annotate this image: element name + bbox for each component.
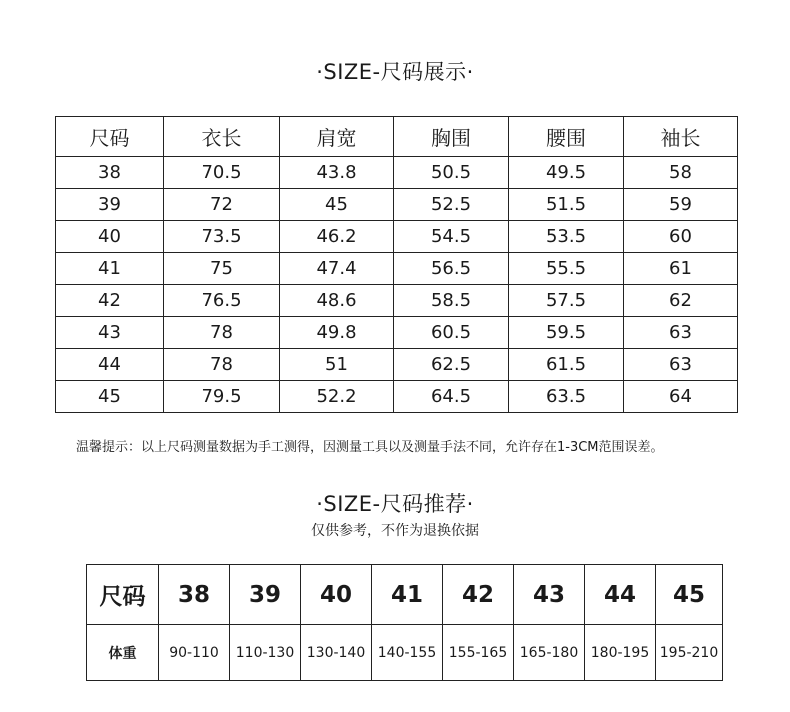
table-cell: 62: [624, 285, 738, 317]
size-cell: 41: [372, 565, 443, 625]
table-cell: 38: [56, 157, 164, 189]
table-row: [56, 285, 738, 317]
size-recommendation-subtitle: 仅供参考，不作为退换依据: [311, 523, 479, 539]
table-cell: 75: [164, 253, 280, 285]
table-cell: 40: [56, 221, 164, 253]
table-cell: 46.2: [280, 221, 394, 253]
table-cell: 47.4: [280, 253, 394, 285]
table-cell: 73.5: [164, 221, 280, 253]
table-cell: 78: [164, 317, 280, 349]
header-chest: 胸围: [394, 117, 509, 157]
table-cell: 52.5: [394, 189, 509, 221]
size-row-label: 尺码: [87, 565, 159, 625]
size-row: [87, 565, 723, 625]
table-row: [56, 317, 738, 349]
table-row: [56, 221, 738, 253]
size-recommendation-title: ·SIZE-尺码推荐·: [316, 492, 474, 516]
table-cell: 63.5: [509, 381, 624, 413]
size-cell: 40: [301, 565, 372, 625]
table-cell: 60.5: [394, 317, 509, 349]
header-sleeve: 袖长: [624, 117, 738, 157]
table-row: [56, 381, 738, 413]
size-chart-title: ·SIZE-尺码展示·: [316, 60, 474, 84]
table-cell: 42: [56, 285, 164, 317]
table-cell: 76.5: [164, 285, 280, 317]
table-cell: 63: [624, 349, 738, 381]
header-waist: 腰围: [509, 117, 624, 157]
table-cell: 39: [56, 189, 164, 221]
size-cell: 44: [585, 565, 656, 625]
table-row: [56, 349, 738, 381]
table-cell: 49.8: [280, 317, 394, 349]
header-length: 衣长: [164, 117, 280, 157]
table-cell: 43: [56, 317, 164, 349]
table-cell: 78: [164, 349, 280, 381]
table-cell: 62.5: [394, 349, 509, 381]
table-cell: 55.5: [509, 253, 624, 285]
weight-cell: 180-195: [585, 625, 656, 681]
size-cell: 45: [656, 565, 723, 625]
weight-cell: 130-140: [301, 625, 372, 681]
weight-cell: 165-180: [514, 625, 585, 681]
table-cell: 45: [56, 381, 164, 413]
size-cell: 42: [443, 565, 514, 625]
table-cell: 61: [624, 253, 738, 285]
table-cell: 43.8: [280, 157, 394, 189]
size-chart-table: [55, 116, 738, 413]
table-cell: 59: [624, 189, 738, 221]
weight-cell: 90-110: [159, 625, 230, 681]
table-cell: 45: [280, 189, 394, 221]
table-cell: 60: [624, 221, 738, 253]
measurement-note: 温馨提示：以上尺码测量数据为手工测得，因测量工具以及测量手法不同，允许存在1-3CM范围误差。: [76, 440, 664, 455]
size-cell: 43: [514, 565, 585, 625]
table-cell: 58.5: [394, 285, 509, 317]
table-cell: 49.5: [509, 157, 624, 189]
table-cell: 64.5: [394, 381, 509, 413]
size-recommendation-table: [86, 564, 723, 681]
table-cell: 51.5: [509, 189, 624, 221]
table-cell: 52.2: [280, 381, 394, 413]
weight-cell: 155-165: [443, 625, 514, 681]
weight-cell: 110-130: [230, 625, 301, 681]
table-row: [56, 157, 738, 189]
table-cell: 41: [56, 253, 164, 285]
table-cell: 59.5: [509, 317, 624, 349]
table-cell: 63: [624, 317, 738, 349]
table-row: [56, 189, 738, 221]
table-cell: 51: [280, 349, 394, 381]
table-cell: 50.5: [394, 157, 509, 189]
size-chart-header-row: [56, 117, 738, 157]
table-cell: 64: [624, 381, 738, 413]
weight-row-label: 体重: [87, 625, 159, 681]
table-cell: 48.6: [280, 285, 394, 317]
table-cell: 56.5: [394, 253, 509, 285]
size-cell: 38: [159, 565, 230, 625]
table-row: [56, 253, 738, 285]
table-cell: 79.5: [164, 381, 280, 413]
table-cell: 54.5: [394, 221, 509, 253]
table-cell: 57.5: [509, 285, 624, 317]
weight-cell: 195-210: [656, 625, 723, 681]
size-cell: 39: [230, 565, 301, 625]
table-cell: 70.5: [164, 157, 280, 189]
table-cell: 58: [624, 157, 738, 189]
table-cell: 44: [56, 349, 164, 381]
table-cell: 61.5: [509, 349, 624, 381]
weight-cell: 140-155: [372, 625, 443, 681]
weight-row: [87, 625, 723, 681]
table-cell: 53.5: [509, 221, 624, 253]
table-cell: 72: [164, 189, 280, 221]
header-shoulder: 肩宽: [280, 117, 394, 157]
header-size: 尺码: [56, 117, 164, 157]
